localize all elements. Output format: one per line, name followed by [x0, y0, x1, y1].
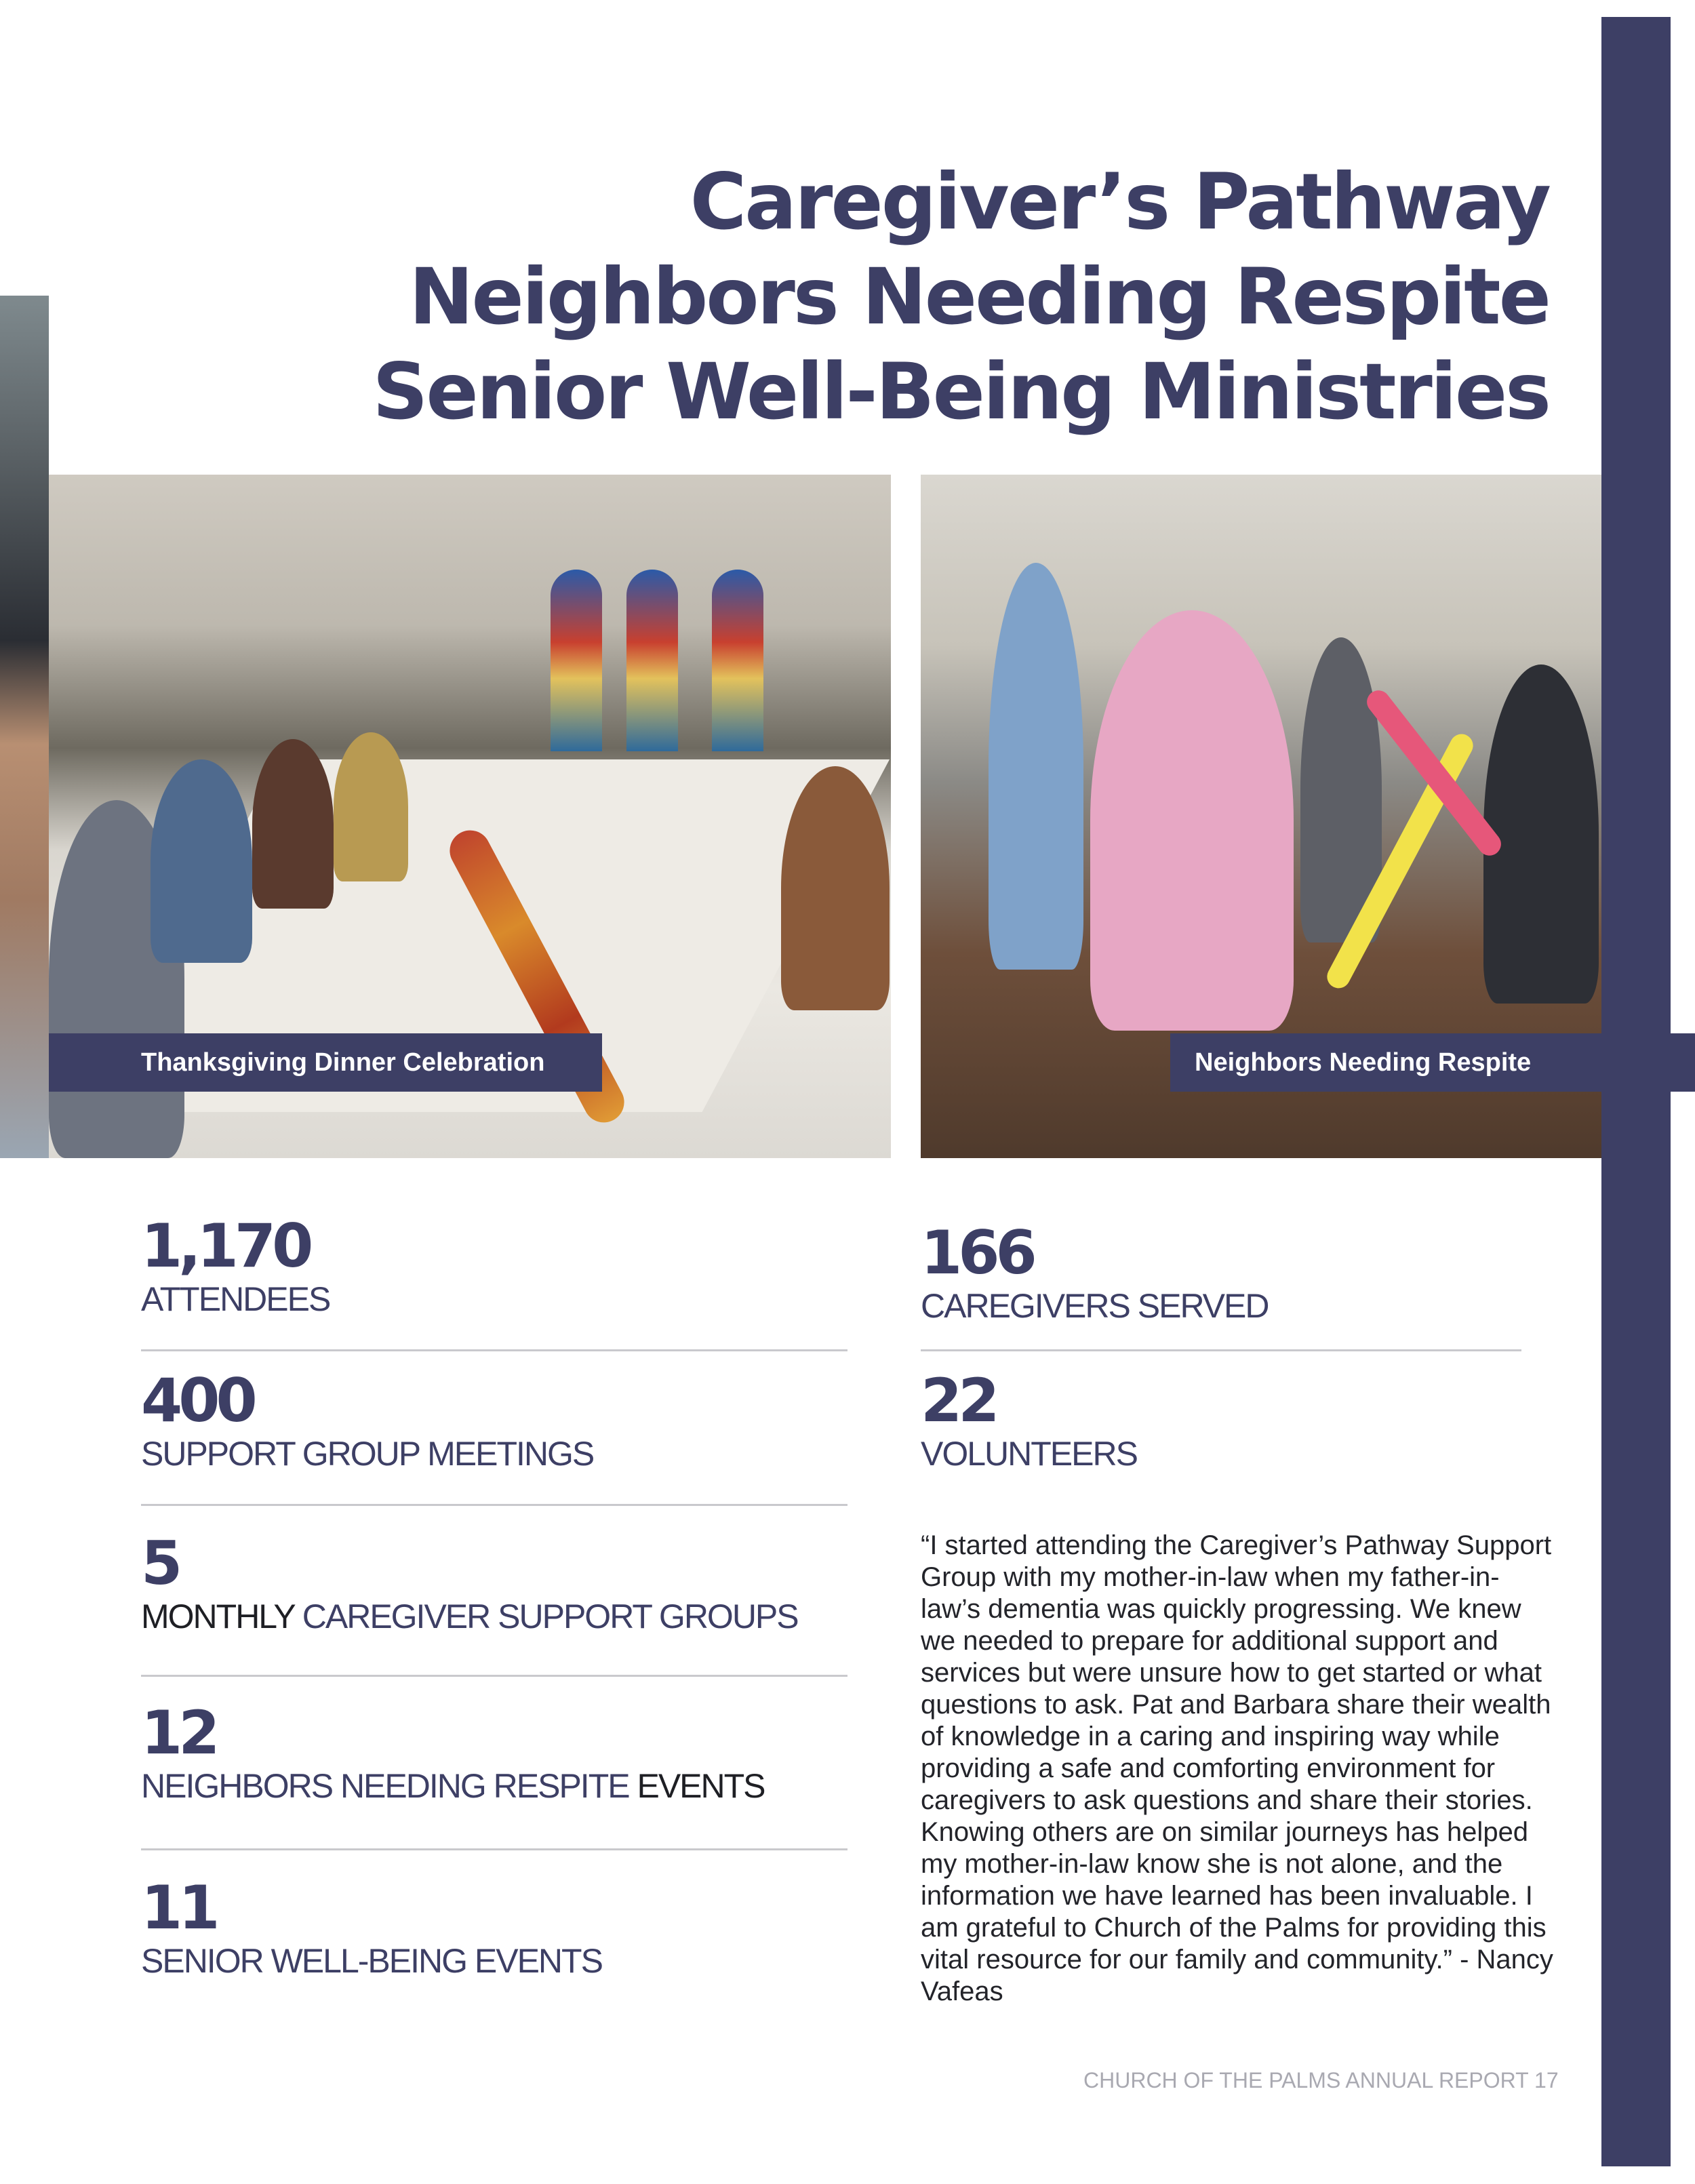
title-line-2: Neighbors Needing Respite [409, 252, 1549, 342]
divider [141, 1349, 848, 1351]
page-footer [1083, 2068, 1557, 2093]
guest [151, 759, 252, 963]
stat-value: 166 [921, 1218, 1033, 1288]
testimonial-quote: “I started attending the Caregiver’s Pathway Support Group with my mother-in-law when my father-in-law’s dementia was quickly progressing. We knew we needed to prepare for additional support and services but were unsure how to get started or what questions to ask. Pat and Barbara share their wealth of knowledge in a caring and inspiring way while providing a safe and comforting environment for caregivers to ask questions and share their stories. Knowing others are on similar journeys has helped my mother-in-law know she is not alone, and the information we have learned has been invaluable. I am grateful to Church of the Palms for providing this vital resource for our family and community.” - Nancy Vafeas [921, 1530, 1553, 2006]
stat-volunteers [921, 1368, 1137, 1474]
stat-value: 11 [141, 1873, 216, 1943]
stat-label: VOLUNTEERS [921, 1435, 1137, 1473]
left-edge-photo [0, 296, 49, 1158]
stat-attendees [141, 1211, 330, 1319]
stat-label: SENIOR WELL-BEING EVENTS [141, 1942, 602, 1980]
footer-text: CHURCH OF THE PALMS ANNUAL REPORT [1083, 2068, 1529, 2092]
stat-respite-events [141, 1698, 765, 1806]
respite-caption: Neighbors Needing Respite [1170, 1033, 1695, 1092]
stained-glass-window [626, 570, 678, 751]
title-line-3: Senior Well-Being Ministries [372, 346, 1549, 437]
stat-value: 400 [141, 1366, 254, 1435]
right-accent-bar [1601, 17, 1671, 2166]
stat-label: ATTENDEES [141, 1280, 330, 1318]
divider [141, 1504, 848, 1506]
stat-label-main: NEIGHBORS NEEDING RESPITE [141, 1767, 629, 1805]
stat-support-group-meetings [141, 1368, 593, 1474]
thanksgiving-caption: Thanksgiving Dinner Celebration [49, 1033, 602, 1092]
guest [781, 766, 890, 1010]
stained-glass-window [712, 570, 763, 751]
divider [141, 1848, 848, 1850]
stat-value: 5 [141, 1528, 179, 1598]
participant [1483, 664, 1599, 1004]
stat-caregivers-served [921, 1220, 1268, 1326]
participant [1090, 610, 1294, 1031]
stat-label-suffix: EVENTS [629, 1767, 765, 1805]
guest [334, 732, 408, 881]
title-line-1: Caregiver’s Pathway [690, 157, 1549, 247]
page-number: 17 [1534, 2068, 1559, 2092]
page-title [271, 155, 1549, 439]
stained-glass-window [551, 570, 602, 751]
divider [141, 1675, 848, 1677]
stat-value: 12 [141, 1698, 216, 1768]
guest [252, 739, 334, 909]
divider [921, 1349, 1521, 1351]
participant [989, 563, 1083, 970]
stat-label [141, 1766, 765, 1806]
stat-label-prefix: MONTHLY [141, 1597, 302, 1635]
stat-value: 1,170 [141, 1211, 310, 1281]
stat-monthly-groups [141, 1528, 798, 1637]
stat-label: SUPPORT GROUP MEETINGS [141, 1435, 594, 1473]
stat-label [141, 1596, 798, 1637]
stat-label: CAREGIVERS SERVED [921, 1287, 1269, 1325]
pink-pool-noodle [1362, 686, 1505, 860]
stat-value: 22 [921, 1366, 996, 1435]
stat-label-main: CAREGIVER SUPPORT GROUPS [302, 1597, 798, 1635]
stat-senior-events [141, 1875, 602, 1981]
